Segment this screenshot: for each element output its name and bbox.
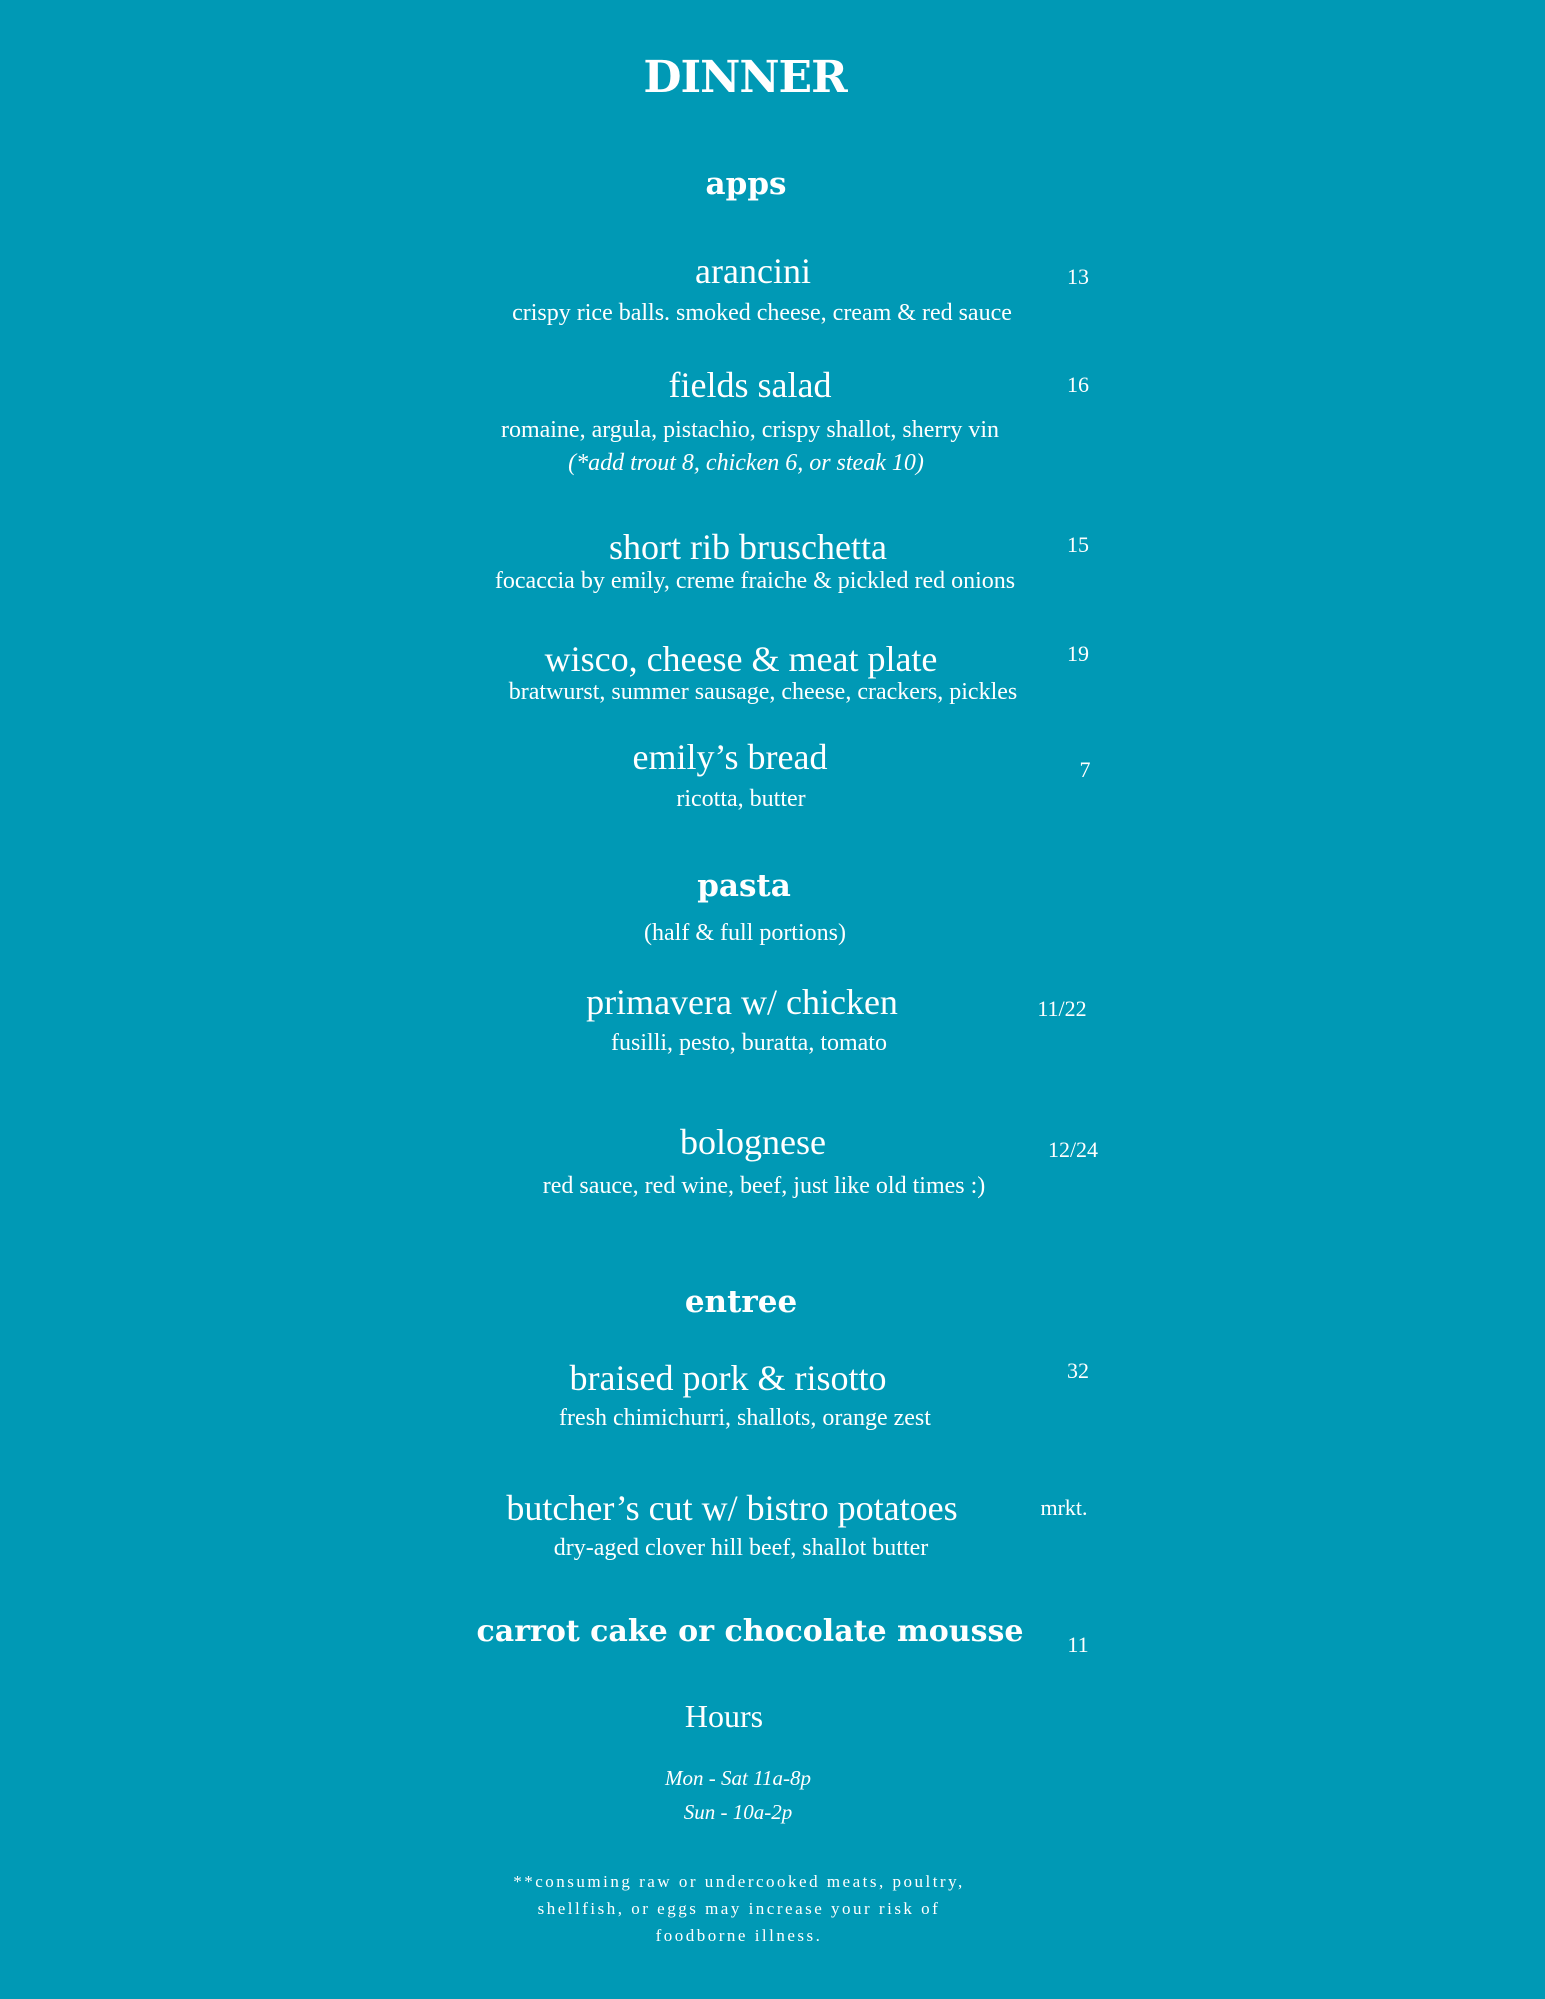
section-subheading-portions: (half & full portions)	[644, 920, 846, 946]
item-name: braised pork & risotto	[569, 1358, 887, 1398]
item-price: 12/24	[1047, 1137, 1099, 1162]
item-description: red sauce, red wine, beef, just like old times :)	[542, 1173, 986, 1199]
item-price: 15	[1067, 532, 1089, 557]
item-description: focaccia by emily, creme fraiche & pickled red onions	[494, 568, 1016, 594]
item-price: 11/22	[1037, 996, 1087, 1021]
item-name: arancini	[695, 251, 811, 291]
section-heading-entree: entree	[684, 1284, 798, 1320]
item-description: ricotta, butter	[676, 786, 806, 812]
item-name: wisco, cheese & meat plate	[544, 639, 938, 679]
item-name: emily’s bread	[632, 737, 828, 777]
hours-title: Hours	[684, 1698, 764, 1734]
item-price: 32	[1067, 1358, 1089, 1383]
section-heading-pasta: pasta	[697, 868, 791, 904]
raw-food-disclaimer	[513, 1868, 964, 1949]
menu-title: DINNER	[643, 52, 847, 103]
hours-line: Mon - Sat 11a-8p	[664, 1766, 812, 1790]
item-price: mrkt.	[1040, 1495, 1088, 1520]
item-name: carrot cake or chocolate mousse	[476, 1614, 1024, 1649]
disclaimer-line: **consuming raw or undercooked meats, poultry,	[513, 1872, 965, 1891]
hours-line: Sun - 10a-2p	[683, 1800, 793, 1824]
item-price: 19	[1067, 641, 1089, 666]
item-name: bolognese	[680, 1122, 826, 1162]
item-name: short rib bruschetta	[609, 527, 887, 567]
item-description: romaine, argula, pistachio, crispy shallot, sherry vin	[500, 417, 1000, 443]
item-name: butcher’s cut w/ bistro potatoes	[506, 1488, 958, 1528]
item-price: 13	[1067, 264, 1089, 289]
item-price: 16	[1067, 372, 1089, 397]
item-price: 7	[1079, 757, 1091, 782]
item-description: dry-aged clover hill beef, shallot butter	[553, 1535, 929, 1561]
disclaimer-line: shellfish, or eggs may increase your risk of	[537, 1899, 941, 1918]
item-name: primavera w/ chicken	[586, 982, 898, 1022]
item-description: crispy rice balls. smoked cheese, cream & red sauce	[512, 300, 1012, 326]
item-description: bratwurst, summer sausage, cheese, crackers, pickles	[508, 679, 1018, 705]
disclaimer-line: foodborne illness.	[655, 1926, 823, 1945]
item-description: fusilli, pesto, buratta, tomato	[611, 1030, 887, 1056]
section-heading-apps: apps	[705, 166, 787, 202]
item-price: 11	[1067, 1632, 1089, 1657]
item-add-on-note: (*add trout 8, chicken 6, or steak 10)	[568, 450, 924, 476]
item-description: fresh chimichurri, shallots, orange zest	[559, 1405, 931, 1431]
item-name: fields salad	[668, 365, 832, 405]
